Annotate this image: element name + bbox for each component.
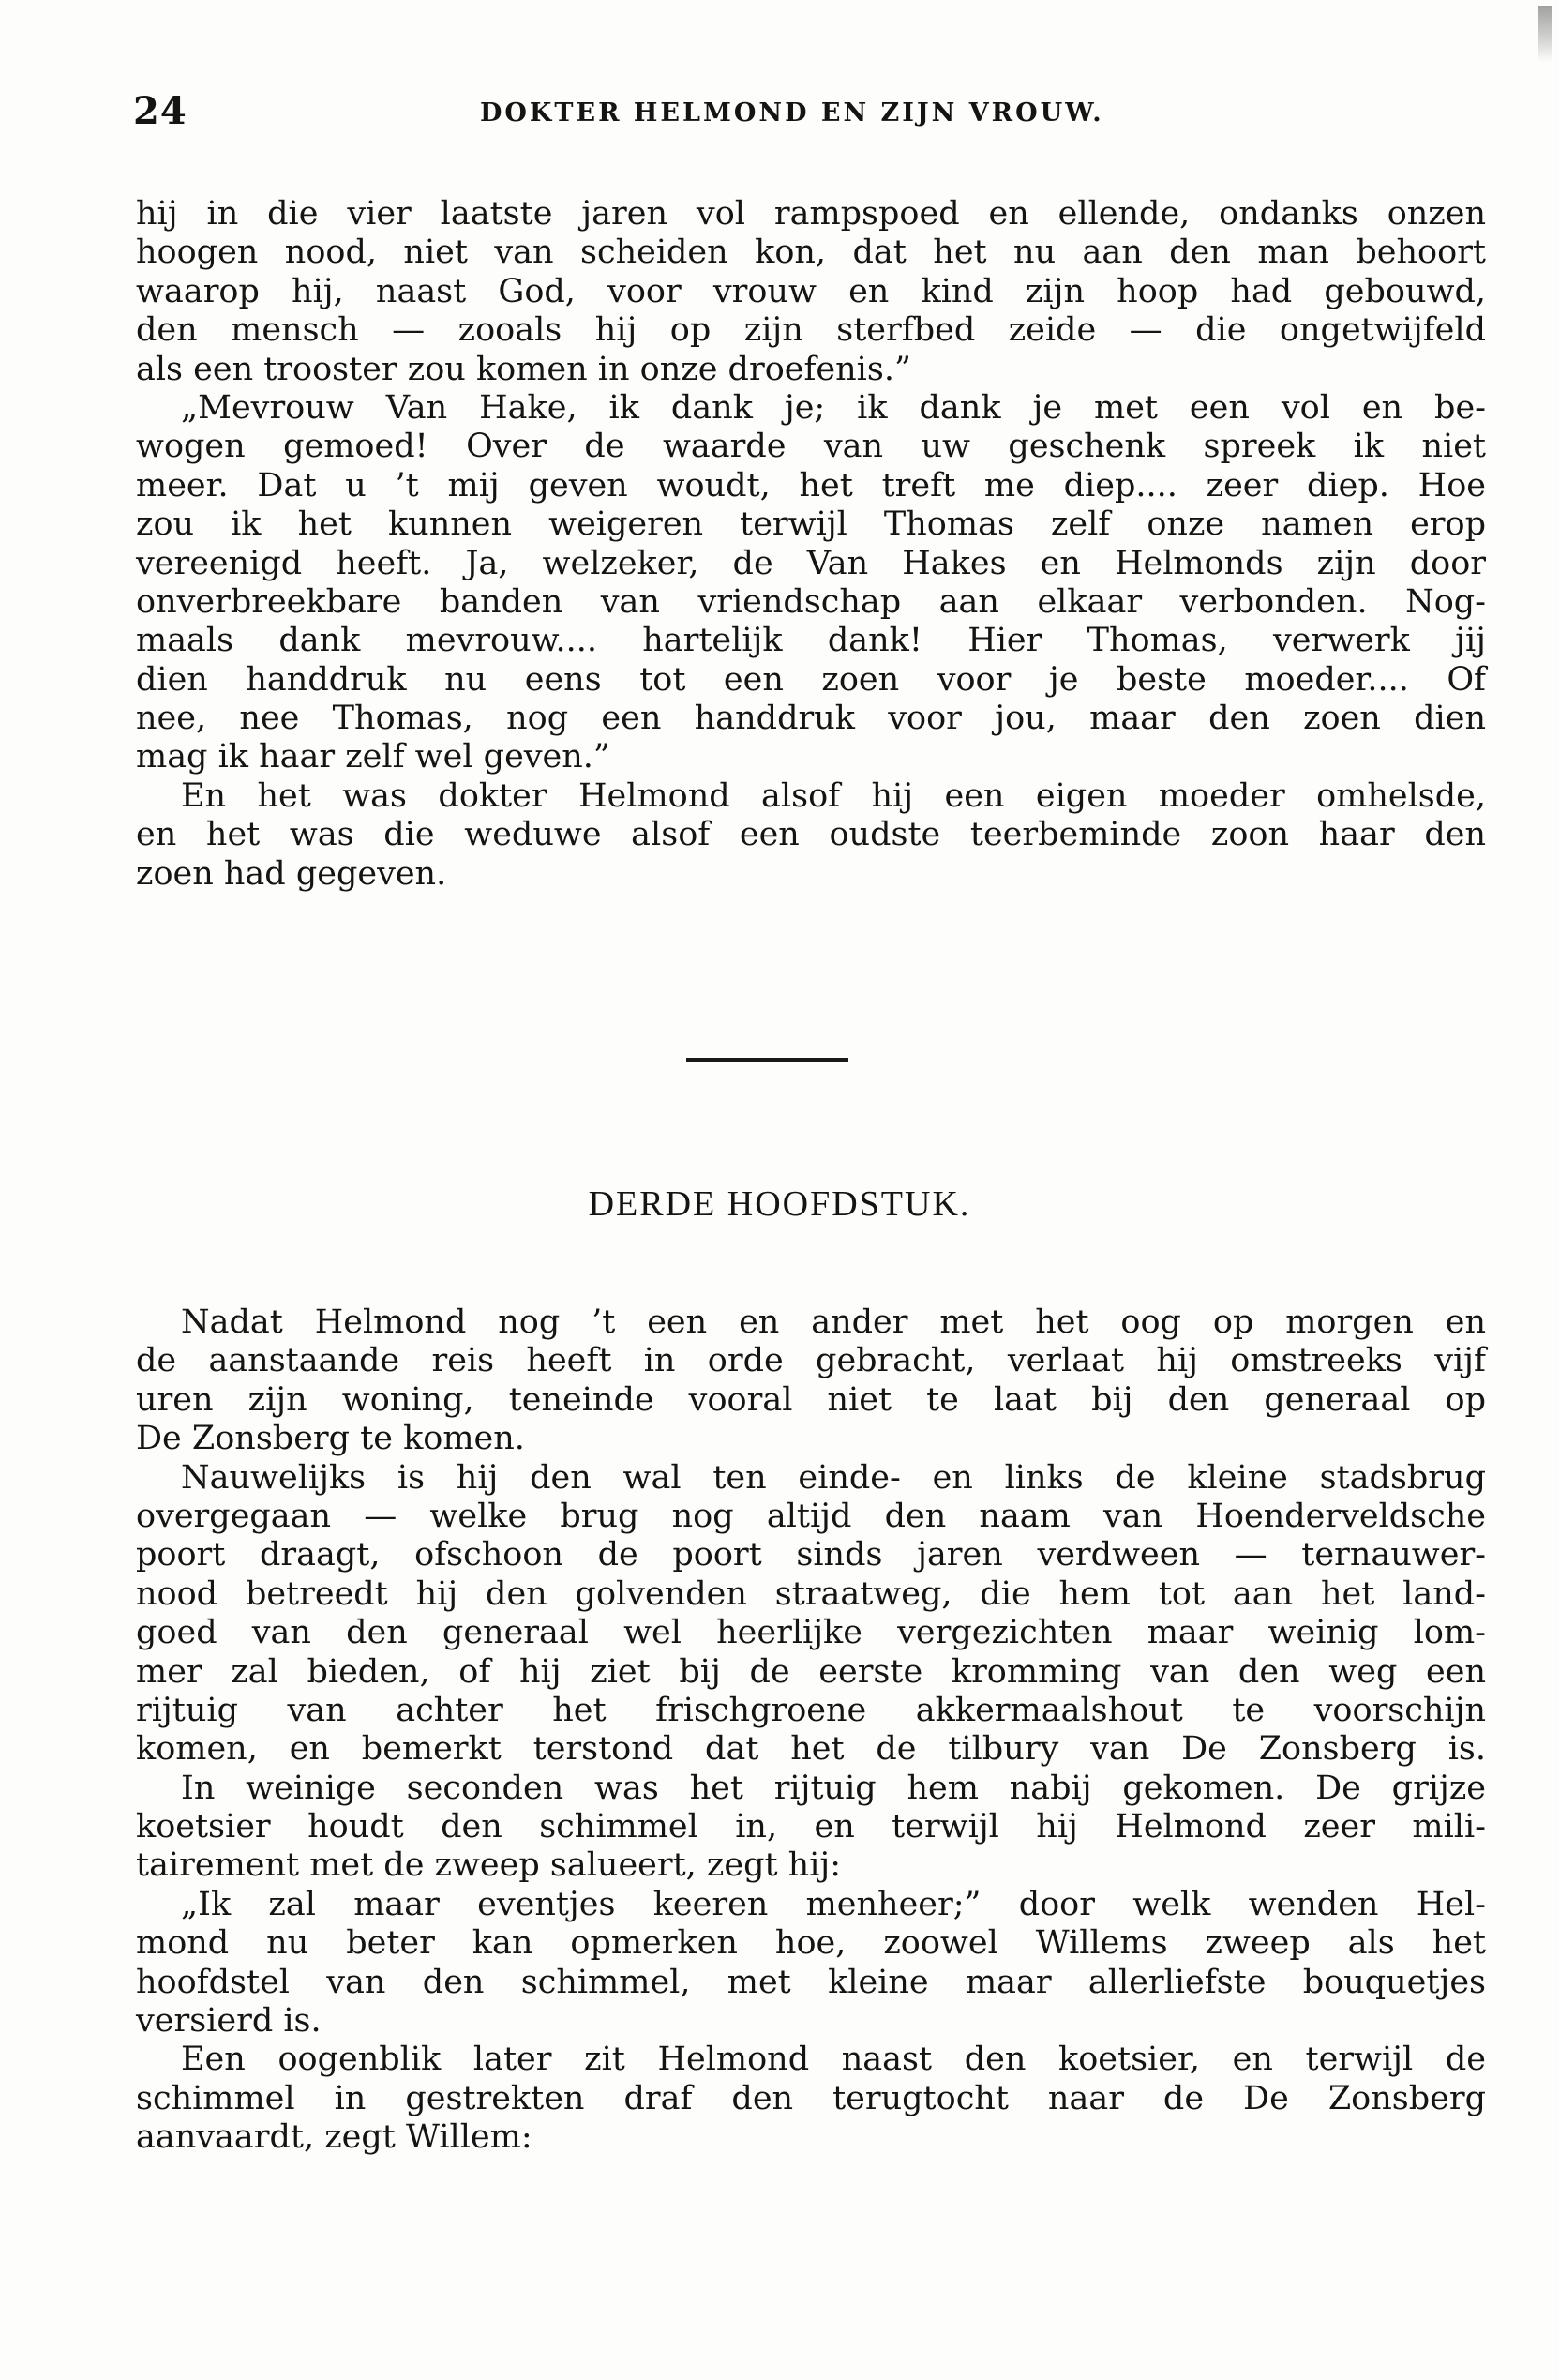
page-number: 24 [133,89,187,133]
text-line: vereenigd heeft. Ja, welzeker, de Van Hakes en Helmonds zijn door [136,544,1486,582]
text-line: aanvaardt, zegt Willem: [136,2118,532,2157]
text-line: versierd is. [136,2002,322,2041]
text-line: uren zijn woning, teneinde vooral niet te laat bij den generaal op [136,1380,1486,1419]
running-head: DOKTER HELMOND EN ZIJN VROUW. [480,98,1104,128]
text-line: mond nu beter kan opmerken hoe, zoowel Willems zweep als het [136,1924,1486,1963]
page-header [133,89,1474,145]
text-line: „Ik zal maar eventjes keeren menheer;” door welk wenden Hel- [181,1885,1486,1923]
text-line: hoofdstel van den schimmel, met kleine maar allerliefste bouquetjes [136,1963,1486,2001]
text-line: poort draagt, ofschoon de poort sinds jaren verdween — ternauwer- [136,1536,1486,1574]
text-line: meer. Dat u ’t mij geven woudt, het treft me diep.... zeer diep. Hoe [136,466,1486,505]
text-line: en het was die weduwe alsof een oudste teerbeminde zoon haar den [136,816,1486,854]
chapter-title: DERDE HOOFDSTUK. [588,1184,971,1224]
text-line: hij in die vier laatste jaren vol rampspoed en ellende, ondanks onzen [136,195,1486,233]
text-line: tairement met de zweep salueert, zegt hij: [136,1846,842,1885]
text-line: zou ik het kunnen weigeren terwijl Thomas zelf onze namen erop [136,505,1486,544]
text-line: nee, nee Thomas, nog een handdruk voor jou, maar den zoen dien [136,700,1486,738]
text-line: onverbreekbare banden van vriendschap aan elkaar verbonden. Nog- [136,582,1486,621]
text-line: koetsier houdt den schimmel in, en terwijl hij Helmond zeer mili- [136,1808,1486,1846]
text-line: In weinige seconden was het rijtuig hem nabij gekomen. De grijze [181,1769,1486,1807]
text-line: waarop hij, naast God, voor vrouw en kind zijn hoop had gebouwd, [136,272,1486,310]
text-line: zoen had gegeven. [136,854,447,893]
text-line: mag ik haar zelf wel geven.” [136,738,610,776]
text-line: als een trooster zou komen in onze droefenis.” [136,350,911,388]
text-line: Een oogenblik later zit Helmond naast den koetsier, en terwijl de [181,2041,1486,2079]
text-line: schimmel in gestrekten draf den terugtocht naar de De Zonsberg [136,2079,1486,2117]
text-line: rijtuig van achter het frischgroene akkermaalshout te voorschijn [136,1691,1486,1729]
text-section-1 [136,195,1486,894]
text-line: goed van den generaal wel heerlijke vergezichten maar weinig lom- [136,1614,1486,1652]
scan-artifact [1538,6,1552,62]
section-divider [686,1058,848,1062]
text-line: dien handdruk nu eens tot een zoen voor je beste moeder.... Of [136,660,1486,699]
text-line: overgegaan — welke brug nog altijd den naam van Hoenderveldsche [136,1497,1486,1535]
text-line: De Zonsberg te komen. [136,1420,525,1458]
text-line: „Mevrouw Van Hake, ik dank je; ik dank je met een vol en be- [181,388,1486,427]
text-line: hoogen nood, niet van scheiden kon, dat het nu aan den man behoort [136,233,1486,272]
text-line: komen, en bemerkt terstond dat het de tilbury van De Zonsberg is. [136,1730,1486,1769]
text-line: En het was dokter Helmond alsof hij een eigen moeder omhelsde, [181,776,1486,815]
text-line: Nauwelijks is hij den wal ten einde- en links de kleine stadsbrug [181,1458,1486,1497]
text-line: mer zal bieden, of hij ziet bij de eerste kromming van den weg een [136,1652,1486,1691]
text-line: de aanstaande reis heeft in orde gebracht, verlaat hij omstreeks vijf [136,1342,1486,1380]
text-section-2 [136,1303,1486,2158]
text-line: Nadat Helmond nog ’t een en ander met het oog op morgen en [181,1303,1486,1341]
text-line: den mensch — zooals hij op zijn sterfbed zeide — die ongetwijfeld [136,311,1486,350]
text-line: nood betreedt hij den golvenden straatweg, die hem tot aan het land- [136,1574,1486,1613]
text-line: maals dank mevrouw.... hartelijk dank! Hier Thomas, verwerk jij [136,622,1486,660]
text-line: wogen gemoed! Over de waarde van uw geschenk spreek ik niet [136,428,1486,466]
